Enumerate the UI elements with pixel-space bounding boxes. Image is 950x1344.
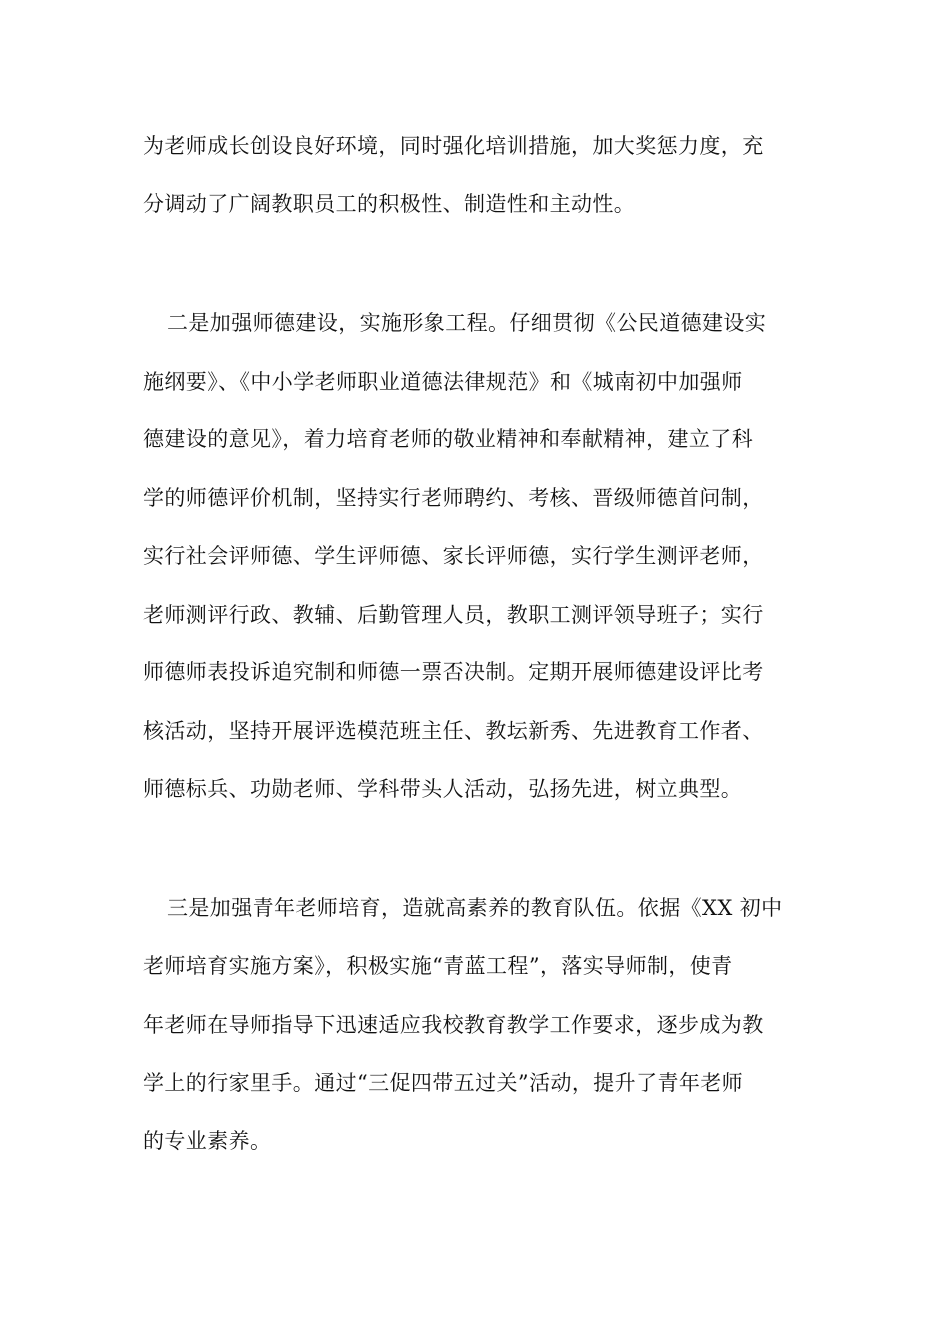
paragraph-3-line-1: 三是加强青年老师培育，造就高素养的教育队伍。依据《XX 初中 <box>167 896 783 920</box>
paragraph-2-line-2: 施纲要》、《中小学老师职业道德法律规范》和《城南初中加强师 <box>143 370 743 394</box>
paragraph-3-line-5: 的专业素养。 <box>143 1129 272 1153</box>
paragraph-1-line-2: 分调动了广阔教职员工的积极性、制造性和主动性。 <box>143 192 636 216</box>
paragraph-2-line-1: 二是加强师德建设，实施形象工程。仔细贯彻《公民道德建设实 <box>167 311 767 335</box>
paragraph-2-line-4: 学的师德评价机制，坚持实行老师聘约、考核、晋级师德首问制， <box>143 486 764 510</box>
paragraph-2-line-7: 师德师表投诉追究制和师德一票否决制。定期开展师德建设评比考 <box>143 660 764 684</box>
paragraph-1-line-1: 为老师成长创设良好环境，同时强化培训措施，加大奖惩力度，充 <box>143 134 764 158</box>
paragraph-3-line-2: 老师培育实施方案》，积极实施“青蓝工程”，落实导师制，使青 <box>143 954 733 978</box>
paragraph-3-line-3: 年老师在导师指导下迅速适应我校教育教学工作要求，逐步成为教 <box>143 1013 764 1037</box>
paragraph-2-line-9: 师德标兵、功勋老师、学科带头人活动，弘扬先进，树立典型。 <box>143 777 743 801</box>
paragraph-2-line-5: 实行社会评师德、学生评师德、家长评师德，实行学生测评老师， <box>143 544 764 568</box>
paragraph-2-line-6: 老师测评行政、教辅、后勤管理人员，教职工测评领导班子；实行 <box>143 603 764 627</box>
paragraph-2-line-8: 核活动，坚持开展评选模范班主任、教坛新秀、先进教育工作者、 <box>143 719 764 743</box>
paragraph-3-line-4: 学上的行家里手。通过“三促四带五过关”活动，提升了青年老师 <box>143 1071 744 1095</box>
paragraph-2-line-3: 德建设的意见》，着力培育老师的敬业精神和奉献精神，建立了科 <box>143 427 754 451</box>
